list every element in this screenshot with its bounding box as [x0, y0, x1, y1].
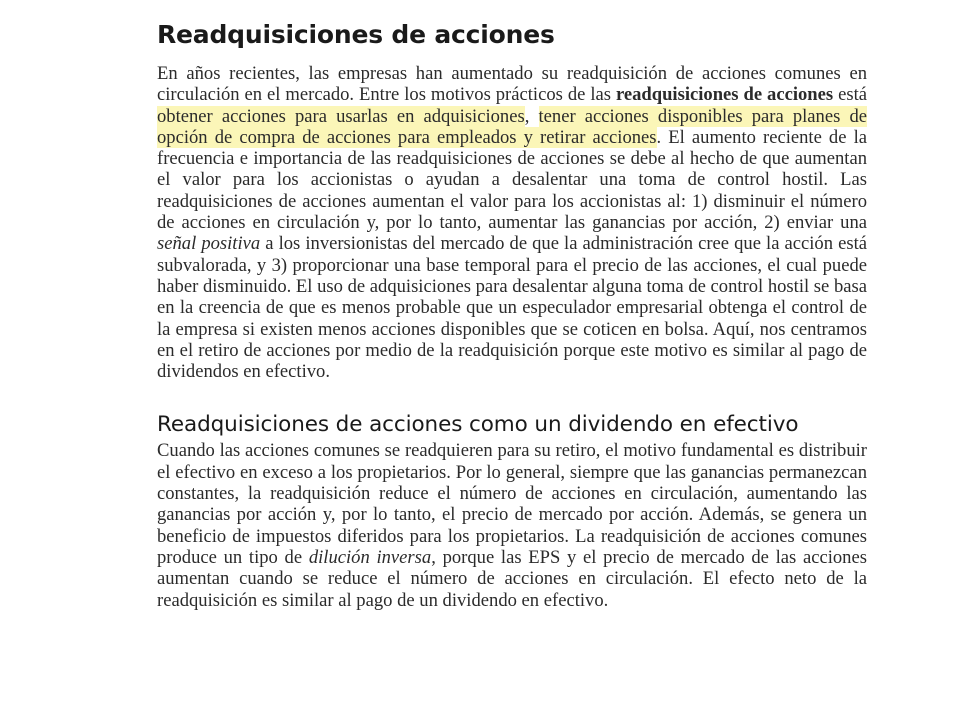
highlighted-text-1: obtener acciones para usarlas en adquisiciones: [157, 105, 525, 127]
body-text: . El aumento reciente de la frecuencia e importancia de las readquisiciones de acciones se debe al hecho de que aumentan el valor para los accionistas o ayudan a desalentar una toma de control hostil. Las readquisiciones de acciones aumentan el valor para los accionistas al: 1) disminuir el número de acciones en circulación y, por lo tanto, aumentar las ganancias por acción, 2) enviar una: [157, 126, 867, 234]
document-page: [157, 20, 867, 611]
connector-text: está: [833, 84, 867, 106]
section-subtitle: Readquisiciones de acciones como un dividendo en efectivo: [157, 412, 799, 438]
page-title: Readquisiciones de acciones: [157, 20, 555, 49]
intro-text: En años recientes, las empresas han aumentado su readquisición de acciones comunes en circulación en el mercado. Entre los motivos prácticos de las: [157, 63, 867, 106]
bold-term: readquisiciones de acciones: [615, 84, 834, 106]
paragraph-stock-repurchases: [157, 63, 867, 382]
body-text: Cuando las acciones comunes se readquieren para su retiro, el motivo fundamental es distribuir el efectivo en exceso a los propietarios. Por lo general, siempre que las ganancias permanezcan constantes, la readquisición reduce el número de acciones en circulación, aumentando las ganancias por acción y, por lo tanto, el precio de mercado por acción. Además, se genera un beneficio de impuestos diferidos para los propietarios. La readquisición de acciones comunes produce un tipo de: [157, 440, 867, 568]
highlighted-text-2: tener acciones disponibles para planes de opción de compra de acciones para empleados y retirar acciones: [157, 105, 867, 148]
italic-term: señal positiva: [157, 233, 261, 255]
paragraph-cash-dividend: [157, 440, 867, 610]
body-text-rest: a los inversionistas del mercado de que la administración cree que la acción está subvalorada, y 3) proporcionar una base temporal para el precio de las acciones, el cual puede haber disminuido. El uso de adquisiciones para desalentar alguna toma de control hostil se basa en la creencia de que es menos probable que un especulador empresarial obtenga el control de la empresa si existen menos acciones disponibles que se coticen en bolsa. Aquí, nos centramos en el retiro de acciones por medio de la readquisición porque este motivo es similar al pago de dividendos en efectivo.: [157, 233, 868, 383]
body-text-rest: , porque las EPS y el precio de mercado de las acciones aumentan cuando se reduce el número de acciones en circulación. El efecto neto de la readquisición es similar al pago de un dividendo en efectivo.: [157, 546, 867, 611]
comma-text: ,: [524, 105, 539, 127]
italic-term: dilución inversa: [308, 546, 432, 568]
